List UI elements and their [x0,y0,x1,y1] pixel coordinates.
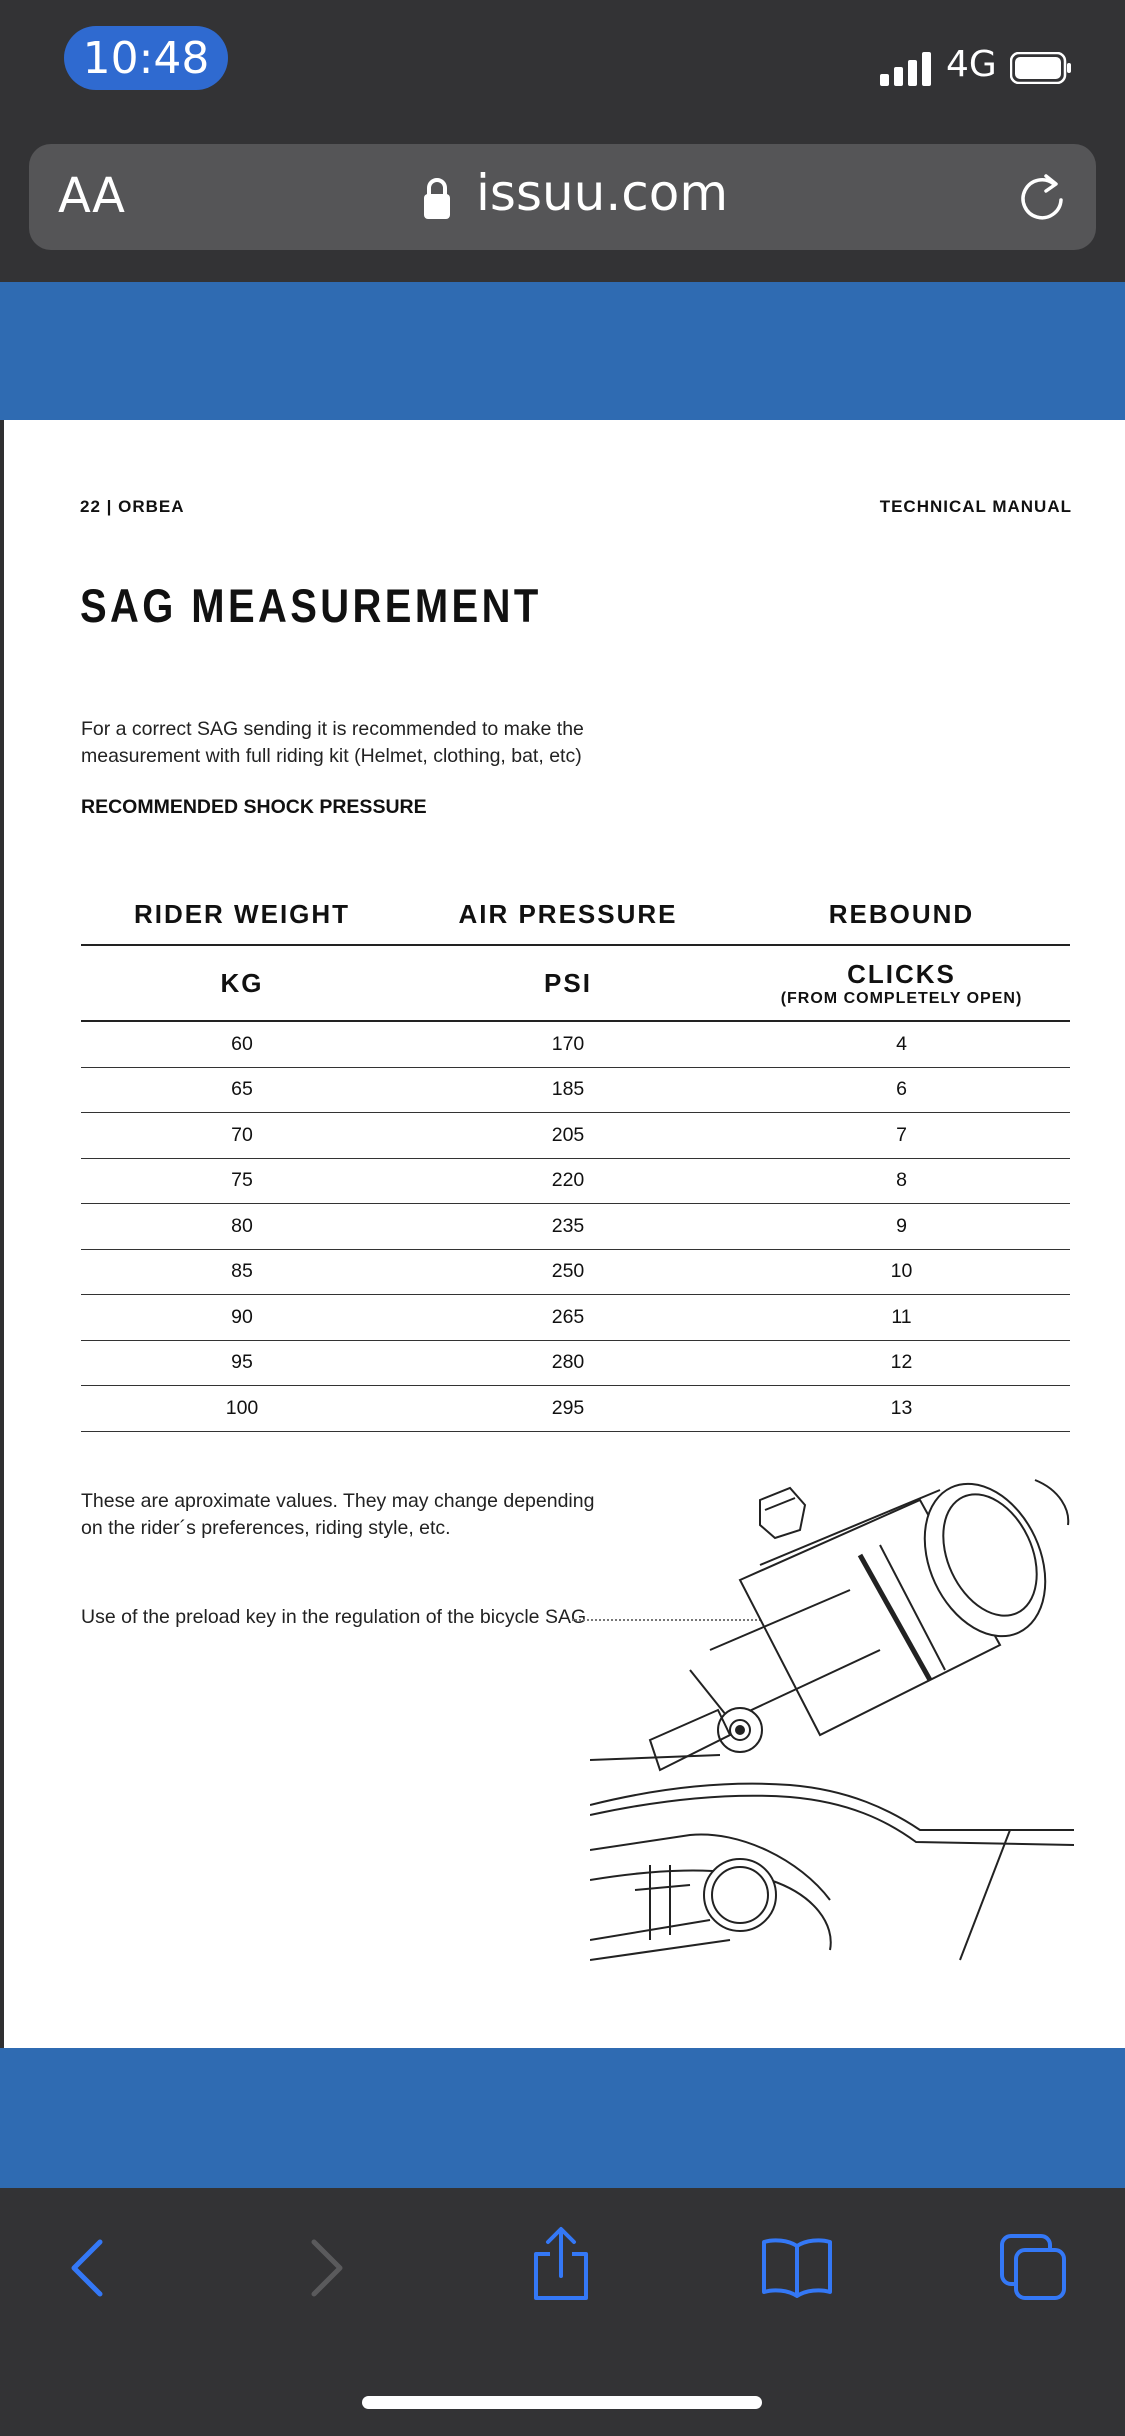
rear-shock-illustration [590,1470,1074,1975]
table-row [81,1022,1070,1068]
unit-kg: KG [220,967,264,998]
cell-kg: 65 [231,1078,253,1101]
bookmarks-icon[interactable] [760,2236,834,2298]
network-type: 4G [946,44,997,85]
cell-clicks: 4 [896,1032,907,1055]
cell-kg: 95 [231,1351,253,1374]
cell-clicks: 7 [896,1123,907,1146]
table-body [81,1022,1070,1432]
table-row [81,1295,1070,1341]
header-rebound: REBOUND [828,898,975,929]
table-row [81,1341,1070,1387]
cell-psi: 250 [551,1260,585,1283]
header-rider-weight: RIDER WEIGHT [133,898,351,929]
page-title: SAG MEASUREMENT [80,579,542,632]
cell-kg: 70 [231,1123,253,1146]
table-row [81,1204,1070,1250]
unit-psi: PSI [544,967,592,998]
text-size-button[interactable] [58,168,125,224]
cell-psi: 185 [551,1078,585,1101]
cell-clicks: 13 [890,1396,913,1419]
intro-paragraph: For a correct SAG sending it is recommended to make the measurement with full riding kit (Helmet, clothing, bat, etc) [81,718,584,767]
preload-key-note: Use of the preload key in the regulation of the bicycle SAG [81,1606,587,1628]
cell-kg: 60 [231,1032,253,1055]
unit-clicks-cell [733,959,1070,1008]
cell-clicks: 9 [896,1214,907,1237]
cell-psi: 280 [551,1351,585,1374]
cell-psi: 220 [551,1169,585,1192]
cell-psi: 170 [551,1032,585,1055]
manual-title-header: TECHNICAL MANUAL [879,497,1072,516]
table-row [81,1113,1070,1159]
cell-kg: 85 [231,1260,253,1283]
table-row [81,1159,1070,1205]
cell-kg: 100 [225,1396,259,1419]
cell-psi: 235 [551,1214,585,1237]
lock-icon [424,175,450,219]
url-domain[interactable]: issuu.com [476,164,729,222]
tabs-icon[interactable] [998,2232,1068,2302]
cell-kg: 90 [231,1305,253,1328]
table-row [81,1250,1070,1296]
page-number-header: 22 | ORBEA [80,497,185,516]
header-air-pressure: AIR PRESSURE [458,898,678,929]
battery-icon [1010,52,1072,84]
shock-pressure-table [81,884,1070,1432]
text-size-label: AA [58,168,126,224]
cell-clicks: 6 [896,1078,907,1101]
table-heading: RECOMMENDED SHOCK PRESSURE [81,796,427,818]
cell-clicks: 12 [890,1351,913,1374]
signal-icon [880,52,936,86]
table-row [81,1386,1070,1432]
unit-clicks-note: (FROM COMPLETELY OPEN) [780,989,1023,1007]
share-icon[interactable] [530,2226,592,2302]
back-icon[interactable] [66,2238,106,2298]
cell-clicks: 11 [891,1305,912,1328]
home-indicator[interactable] [362,2396,762,2409]
cell-psi: 205 [551,1123,585,1146]
unit-clicks: CLICKS [847,958,956,989]
approximate-values-note: These are aproximate values. They may change depending on the rider´s preferences, riding style, etc. [81,1490,595,1539]
cell-psi: 265 [551,1305,585,1328]
viewer-background-bottom [0,2048,1125,2188]
cell-clicks: 10 [890,1260,913,1283]
table-units-row [81,946,1070,1022]
cell-kg: 80 [231,1214,253,1237]
cell-kg: 75 [231,1169,253,1192]
cell-clicks: 8 [896,1169,907,1192]
cell-psi: 295 [551,1396,585,1419]
status-time: 10:48 [64,26,228,90]
viewer-background-top [0,282,1125,420]
table-row [81,1068,1070,1114]
forward-icon[interactable] [308,2238,348,2298]
reload-icon[interactable] [1018,172,1066,222]
table-header-row [81,884,1070,946]
